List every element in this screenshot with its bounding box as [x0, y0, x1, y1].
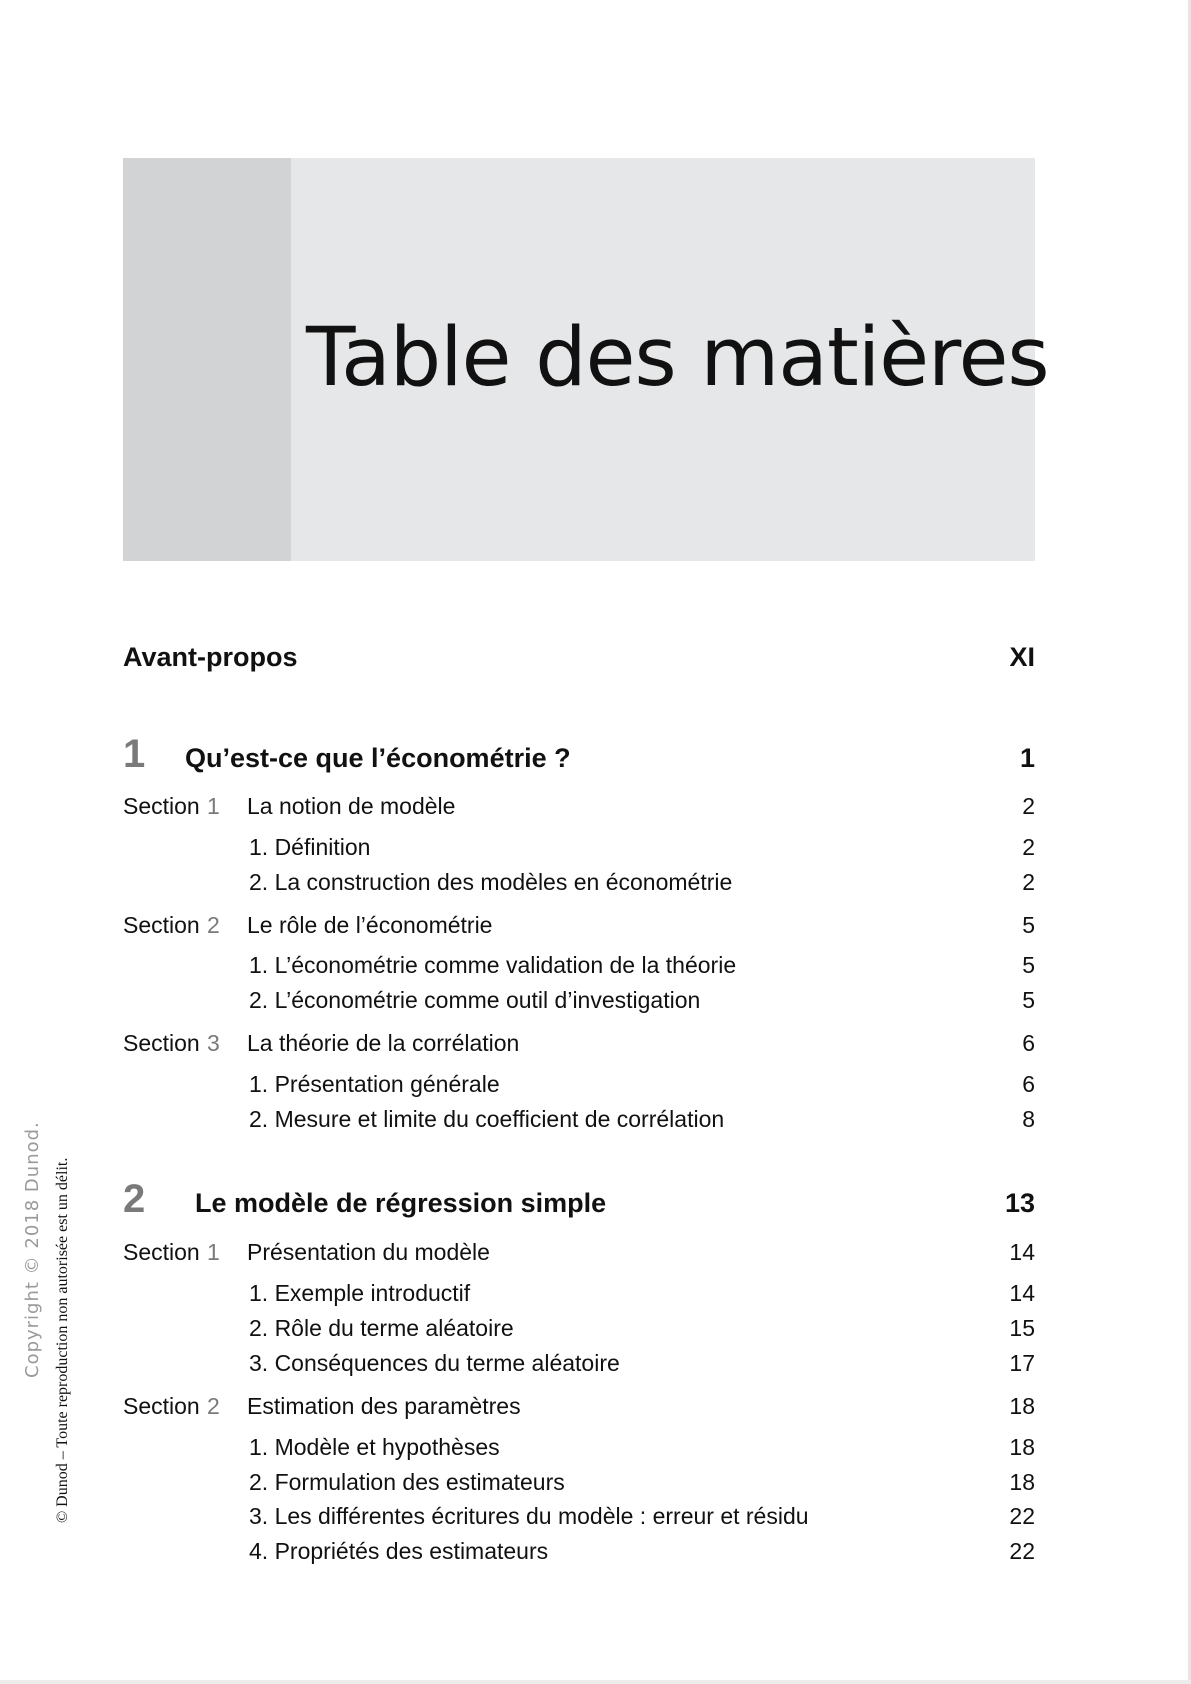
section-number: 3	[207, 1030, 220, 1056]
toc-item[interactable]	[123, 1102, 1035, 1136]
toc-item[interactable]	[123, 1465, 1035, 1499]
item-label: 4. Propriétés des estimateurs	[249, 1538, 549, 1564]
item-label: 3. Les différentes écritures du modèle : erreur et résidu	[249, 1503, 809, 1529]
section-page: 6	[1022, 1030, 1035, 1056]
chapter-page: 13	[1004, 1188, 1035, 1218]
chapter-number: 1	[123, 732, 146, 776]
toc-item[interactable]	[123, 1311, 1035, 1345]
section-title: Estimation des paramètres	[247, 1393, 521, 1419]
page-title: Table des matières	[306, 311, 1049, 405]
toc-item[interactable]	[123, 865, 1035, 899]
toc-section[interactable]	[123, 1235, 1035, 1269]
toc-item[interactable]	[123, 1534, 1035, 1568]
avant-propos-label: Avant-propos	[123, 642, 298, 672]
item-page: 5	[1022, 987, 1035, 1013]
section-page: 2	[1022, 793, 1035, 819]
toc-section[interactable]	[123, 1026, 1035, 1060]
item-label: 1. Définition	[249, 834, 371, 860]
toc-item[interactable]	[123, 983, 1035, 1017]
item-label: 2. L’économétrie comme outil d’investigation	[249, 987, 701, 1013]
section-page: 5	[1022, 912, 1035, 938]
side-legal-notice: © Dunod – Toute reproduction non autorisée est un délit.	[54, 1157, 71, 1523]
toc-item[interactable]	[123, 1499, 1035, 1533]
item-page: 22	[1009, 1538, 1035, 1564]
chapter-number: 2	[123, 1177, 146, 1221]
item-page: 8	[1022, 1106, 1035, 1132]
item-page: 5	[1022, 952, 1035, 978]
section-number: 1	[207, 793, 220, 819]
item-page: 6	[1022, 1071, 1035, 1097]
section-word: Section	[123, 793, 200, 819]
toc-section[interactable]	[123, 789, 1035, 823]
item-label: 2. Mesure et limite du coefficient de corrélation	[249, 1106, 725, 1132]
section-title: La théorie de la corrélation	[247, 1030, 520, 1056]
item-label: 1. Modèle et hypothèses	[249, 1434, 500, 1460]
toc-entry-avant-propos[interactable]	[123, 640, 1035, 674]
avant-propos-page: XI	[1009, 642, 1035, 672]
chapter-title: Qu’est-ce que l’économétrie ?	[185, 743, 571, 773]
item-page: 22	[1009, 1503, 1035, 1529]
toc-item[interactable]	[123, 830, 1035, 864]
item-label: 1. L’économétrie comme validation de la théorie	[249, 952, 737, 978]
item-page: 17	[1009, 1350, 1035, 1376]
item-label: 1. Exemple introductif	[249, 1280, 471, 1306]
toc-item[interactable]	[123, 948, 1035, 982]
toc-section[interactable]	[123, 908, 1035, 942]
section-title: Le rôle de l’économétrie	[247, 912, 493, 938]
item-page: 18	[1009, 1434, 1035, 1460]
table-of-contents	[123, 0, 1035, 1684]
toc-item[interactable]	[123, 1067, 1035, 1101]
item-page: 2	[1022, 869, 1035, 895]
item-label: 2. La construction des modèles en économétrie	[249, 869, 733, 895]
section-page: 14	[1009, 1239, 1035, 1265]
item-page: 15	[1009, 1315, 1035, 1341]
toc-section[interactable]	[123, 1389, 1035, 1423]
section-page: 18	[1009, 1393, 1035, 1419]
side-copyright: Copyright © 2018 Dunod.	[22, 1121, 43, 1378]
toc-item[interactable]	[123, 1276, 1035, 1310]
toc-item[interactable]	[123, 1430, 1035, 1464]
section-word: Section	[123, 912, 200, 938]
toc-item[interactable]	[123, 1346, 1035, 1380]
item-page: 14	[1009, 1280, 1035, 1306]
section-number: 2	[207, 1393, 220, 1419]
item-label: 3. Conséquences du terme aléatoire	[249, 1350, 620, 1376]
toc-chapter-2[interactable]	[123, 1178, 1035, 1228]
section-word: Section	[123, 1393, 200, 1419]
section-word: Section	[123, 1030, 200, 1056]
item-label: 2. Formulation des estimateurs	[249, 1469, 565, 1495]
section-word: Section	[123, 1239, 200, 1265]
section-number: 1	[207, 1239, 220, 1265]
section-title: La notion de modèle	[247, 793, 456, 819]
item-label: 2. Rôle du terme aléatoire	[249, 1315, 514, 1341]
item-label: 1. Présentation générale	[249, 1071, 500, 1097]
chapter-title: Le modèle de régression simple	[195, 1188, 607, 1218]
section-title: Présentation du modèle	[247, 1239, 490, 1265]
toc-chapter-1[interactable]	[123, 733, 1035, 783]
item-page: 2	[1022, 834, 1035, 860]
item-page: 18	[1009, 1469, 1035, 1495]
chapter-page: 1	[1019, 743, 1035, 773]
section-number: 2	[207, 912, 220, 938]
